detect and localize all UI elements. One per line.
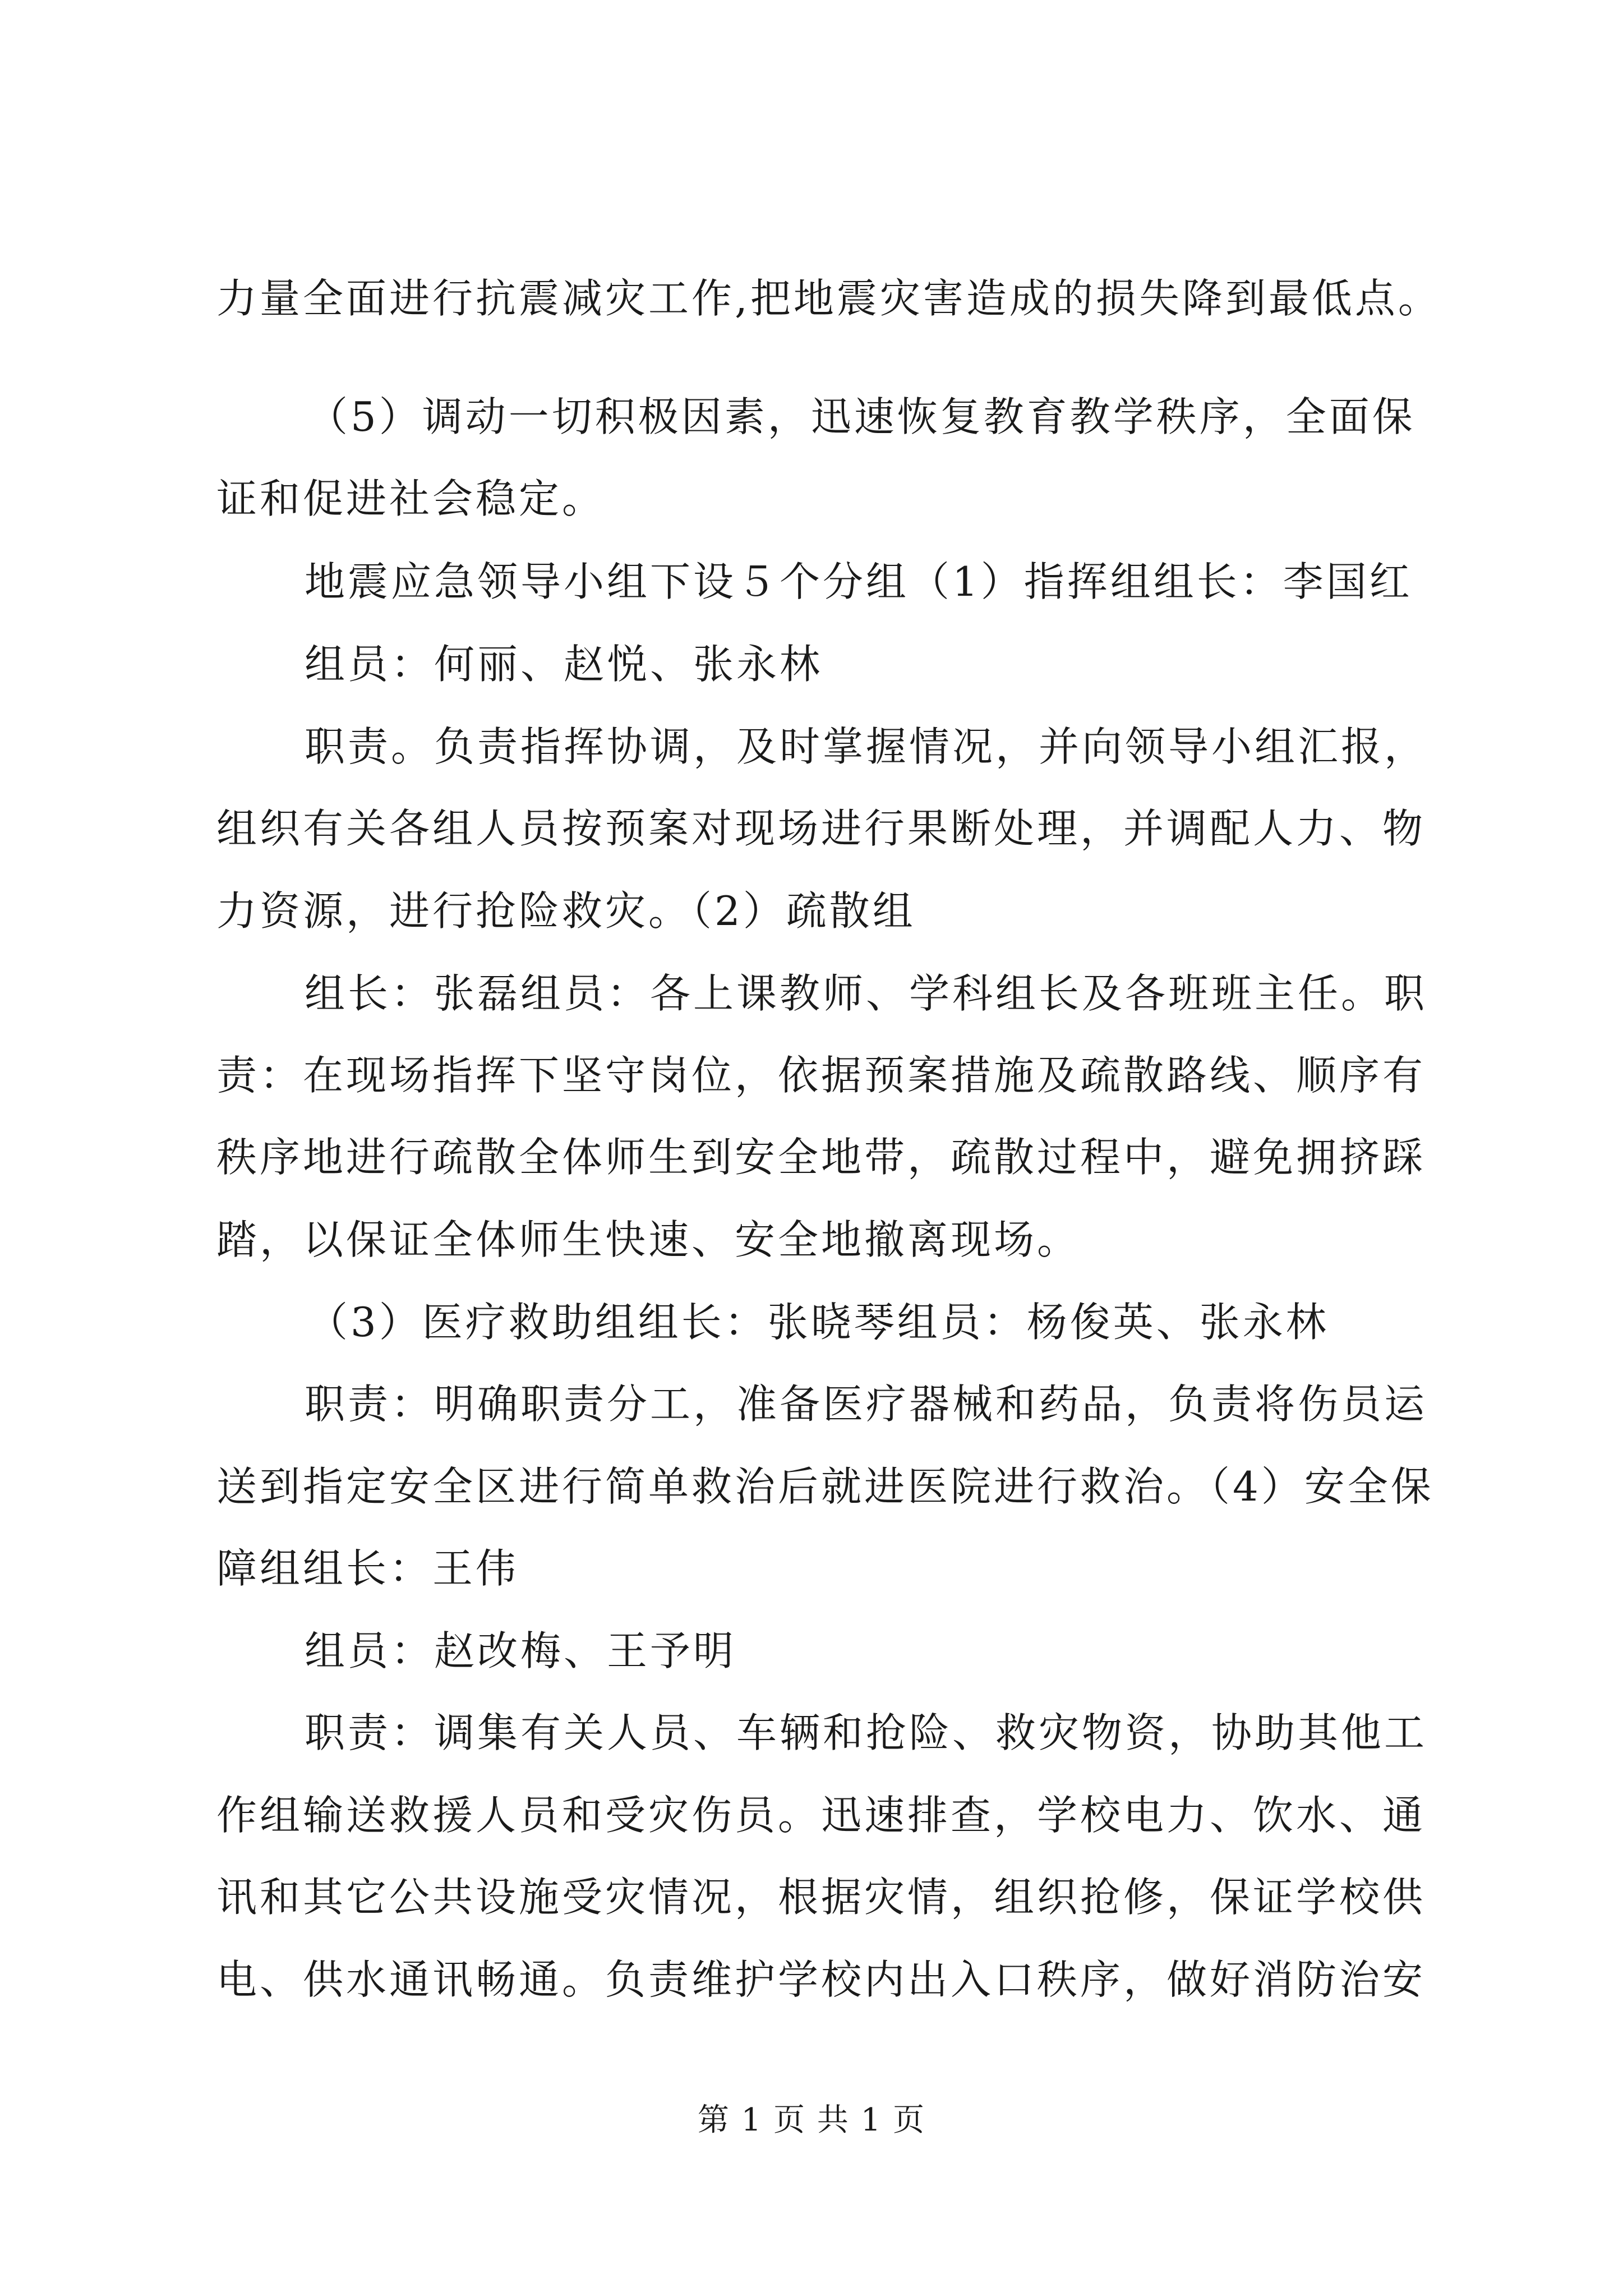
text-line-2: （5）调动一切积极因素，迅速恢复教育教学秩序，全面保 — [307, 393, 1415, 440]
text-line-6: 职责。负责指挥协调，及时掌握情况，并向领导小组汇报， — [305, 723, 1428, 770]
text-line-16: 障组组长：王伟 — [216, 1545, 519, 1592]
text-line-7: 组织有关各组人员按预案对现场进行果断处理，并调配人力、物 — [216, 805, 1426, 852]
text-line-17: 组员：赵改梅、王予明 — [305, 1627, 737, 1674]
text-line-14: 职责：明确职责分工，准备医疗器械和药品，负责将伤员运 — [305, 1381, 1428, 1428]
text-line-19: 作组输送救援人员和受灾伤员。迅速排查，学校电力、饮水、通 — [216, 1792, 1426, 1839]
text-line-12: 踏，以保证全体师生快速、安全地撤离现场。 — [216, 1216, 1081, 1263]
text-line-1: 力量全面进行抗震减灾工作,把地震灾害造成的损失降到最低点。 — [216, 275, 1441, 322]
text-line-8: 力资源，进行抢险救灾。（2）疏散组 — [216, 887, 916, 935]
text-line-5: 组员：何丽、赵悦、张永林 — [305, 641, 823, 688]
text-line-18: 职责：调集有关人员、车辆和抢险、救灾物资，协助其他工 — [305, 1709, 1428, 1756]
text-line-10: 责：在现场指挥下坚守岗位，依据预案措施及疏散路线、顺序有 — [216, 1052, 1426, 1099]
text-line-13: （3）医疗救助组组长：张晓琴组员：杨俊英、张永林 — [307, 1299, 1329, 1346]
page-number-footer: 第 1 页 共 1 页 — [697, 2102, 926, 2138]
text-line-9: 组长：张磊组员：各上课教师、学科组长及各班班主任。职 — [305, 970, 1428, 1017]
text-line-3: 证和促进社会稳定。 — [216, 475, 606, 522]
text-line-20: 讯和其它公共设施受灾情况，根据灾情，组织抢修，保证学校供 — [216, 1874, 1426, 1921]
text-line-15: 送到指定安全区进行简单救治后就进医院进行救治。（4）安全保 — [216, 1463, 1434, 1510]
text-line-11: 秩序地进行疏散全体师生到安全地带，疏散过程中，避免拥挤踩 — [216, 1134, 1426, 1181]
text-line-4: 地震应急领导小组下设５个分组（1）指挥组组长：李国红 — [305, 558, 1413, 605]
text-line-21: 电、供水通讯畅通。负责维护学校内出入口秩序，做好消防治安 — [216, 1956, 1426, 2003]
